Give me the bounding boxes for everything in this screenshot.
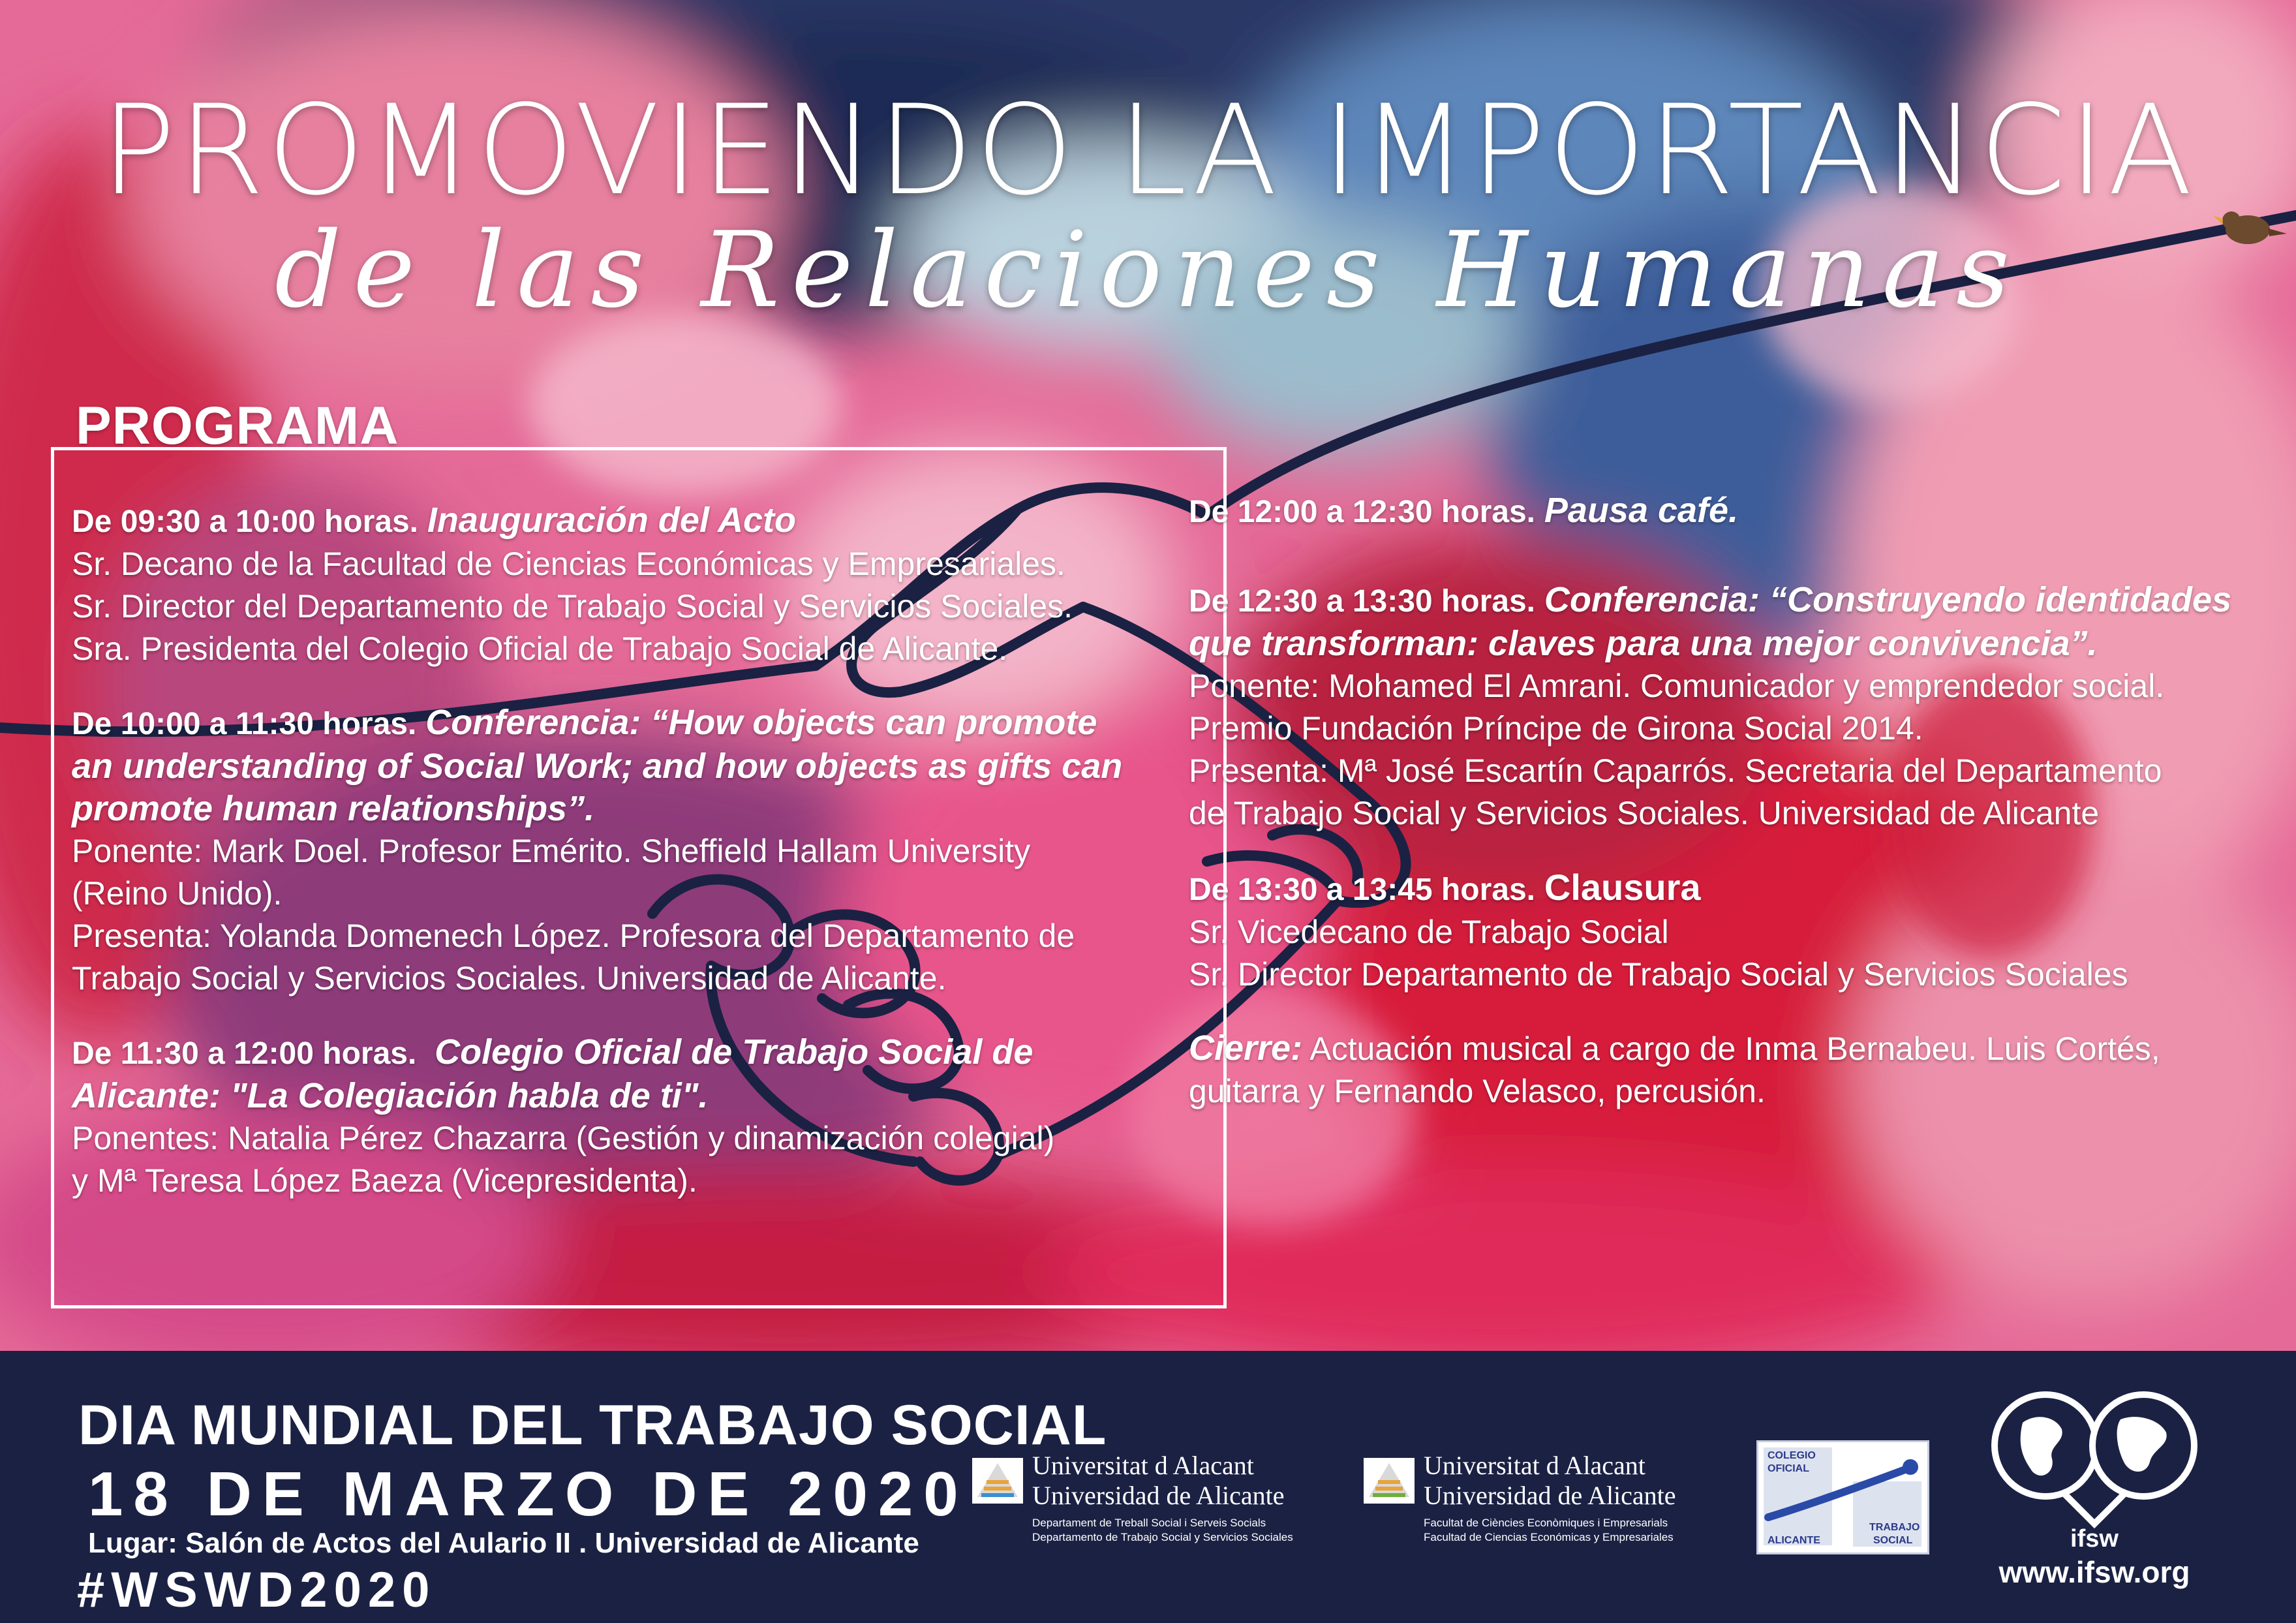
colegio-text: COLEGIO: [1768, 1450, 1816, 1461]
item-topic: que transforman: claves para una mejor convivencia”.: [1189, 624, 2098, 663]
item-detail: Premio Fundación Príncipe de Girona Social 2014.: [1189, 710, 1923, 747]
item-detail: (Reino Unido).: [72, 875, 283, 912]
ua-department-logo: [972, 1450, 1338, 1548]
item-topic: Conferencia: “Construyendo identidades: [1544, 580, 2232, 619]
item-detail: Sr. Decano de la Facultad de Ciencias Económicas y Empresariales.: [72, 546, 1065, 582]
main-title: PROMOVIENDO LA IMPORTANCIA: [100, 78, 2196, 223]
event-name: DIA MUNDIAL DEL TRABAJO SOCIAL: [78, 1394, 1107, 1457]
logo-name: Universitat d Alacant: [1424, 1451, 1645, 1480]
logo-name: Universidad de Alicante: [1424, 1481, 1676, 1510]
ua-logo-icon: [972, 1458, 1023, 1504]
logo-subtitle: Facultat de Ciències Econòmiques i Empresarials: [1424, 1517, 1668, 1529]
item-time: De 11:30 a 12:00 horas.: [72, 1036, 417, 1071]
item-detail: Sra. Presidenta del Colegio Oficial de Trabajo Social de Alicante.: [72, 630, 1008, 667]
program-right-column: [1189, 489, 2275, 1144]
ifsw-globe-icon: [1983, 1383, 2205, 1553]
item-detail: Ponente: Mohamed El Amrani. Comunicador y emprendedor social.: [1189, 668, 2165, 704]
item-time: De 13:30 a 13:45 horas.: [1189, 873, 1535, 907]
program-item: [72, 702, 1181, 1000]
ifsw-url[interactable]: www.ifsw.org: [1998, 1555, 2190, 1589]
colegio-text: TRABAJO: [1869, 1522, 1920, 1533]
item-time: De 12:00 a 12:30 horas.: [1189, 495, 1535, 529]
event-date: 18 DE MARZO DE 2020: [88, 1459, 969, 1529]
logo-subtitle: Departament de Treball Social i Serveis Socials: [1032, 1517, 1266, 1529]
ifsw-logo: [1983, 1383, 2205, 1599]
item-topic: promote human relationships”.: [72, 789, 595, 828]
item-topic: Conferencia: “How objects can promote: [425, 703, 1097, 742]
program-item: [1189, 489, 2275, 533]
item-topic: Clausura: [1544, 867, 1701, 908]
program-item: [1189, 1027, 2275, 1113]
colegio-text: SOCIAL: [1873, 1535, 1913, 1546]
item-topic: an understanding of Social Work; and how objects as gifts can: [72, 747, 1123, 786]
ua-faculty-logo: [1364, 1450, 1729, 1548]
item-detail: de Trabajo Social y Servicios Sociales. Universidad de Alicante: [1189, 795, 2100, 831]
program-left-column: [72, 499, 1181, 1233]
colegio-text: OFICIAL: [1768, 1463, 1809, 1474]
program-item: [1189, 579, 2275, 835]
item-time: De 09:30 a 10:00 horas.: [72, 504, 418, 539]
item-detail: Ponente: Mark Doel. Profesor Emérito. Sheffield Hallam University: [72, 833, 1031, 869]
item-label: Cierre:: [1189, 1028, 1303, 1068]
item-detail: Actuación musical a cargo de Inma Bernabeu. Luis Cortés,: [1309, 1030, 2160, 1067]
main-subtitle: de las Relaciones Humanas: [274, 209, 2022, 331]
item-topic: Pausa café.: [1544, 491, 1739, 530]
ifsw-mark-text: ifsw: [2070, 1525, 2119, 1553]
item-topic: Alicante: "La Colegiación habla de ti".: [72, 1076, 709, 1115]
item-detail: Trabajo Social y Servicios Sociales. Universidad de Alicante.: [72, 960, 947, 997]
ua-logo-icon: [1364, 1458, 1415, 1504]
colegio-text: ALICANTE: [1768, 1535, 1820, 1546]
program-item: [72, 499, 1181, 670]
program-heading: PROGRAMA: [76, 396, 399, 456]
logo-name: Universidad de Alicante: [1032, 1481, 1285, 1510]
item-time: De 12:30 a 13:30 horas.: [1189, 584, 1535, 619]
logo-subtitle: Facultad de Ciencias Económicas y Empresariales: [1424, 1531, 1674, 1543]
logo-subtitle: Departamento de Trabajo Social y Servicios Sociales: [1032, 1531, 1293, 1543]
item-detail: guitarra y Fernando Velasco, percusión.: [1189, 1073, 1766, 1109]
item-detail: Presenta: Yolanda Domenech López. Profesora del Departamento de: [72, 918, 1075, 954]
item-detail: y Mª Teresa López Baeza (Vicepresidenta).: [72, 1162, 697, 1199]
item-time: De 10:00 a 11:30 horas.: [72, 707, 417, 741]
item-detail: Sr. Director Departamento de Trabajo Social y Servicios Sociales: [1189, 956, 2128, 993]
item-detail: Sr. Vicedecano de Trabajo Social: [1189, 914, 1669, 950]
logo-name: Universitat d Alacant: [1032, 1451, 1254, 1480]
colegio-logo: [1756, 1440, 1929, 1554]
item-detail: Sr. Director del Departamento de Trabajo Social y Servicios Sociales.: [72, 588, 1073, 625]
event-place: Lugar: Salón de Actos del Aulario II . Universidad de Alicante: [88, 1527, 919, 1559]
item-detail: Presenta: Mª José Escartín Caparrós. Secretaria del Departamento: [1189, 752, 2162, 789]
program-item: [1189, 866, 2275, 996]
item-topic: Colegio Oficial de Trabajo Social de: [435, 1032, 1033, 1072]
item-topic: Inauguración del Acto: [427, 501, 796, 540]
program-item: [72, 1031, 1181, 1202]
event-hashtag: #WSWD2020: [77, 1562, 436, 1618]
item-detail: Ponentes: Natalia Pérez Chazarra (Gestión y dinamización colegial): [72, 1120, 1055, 1156]
